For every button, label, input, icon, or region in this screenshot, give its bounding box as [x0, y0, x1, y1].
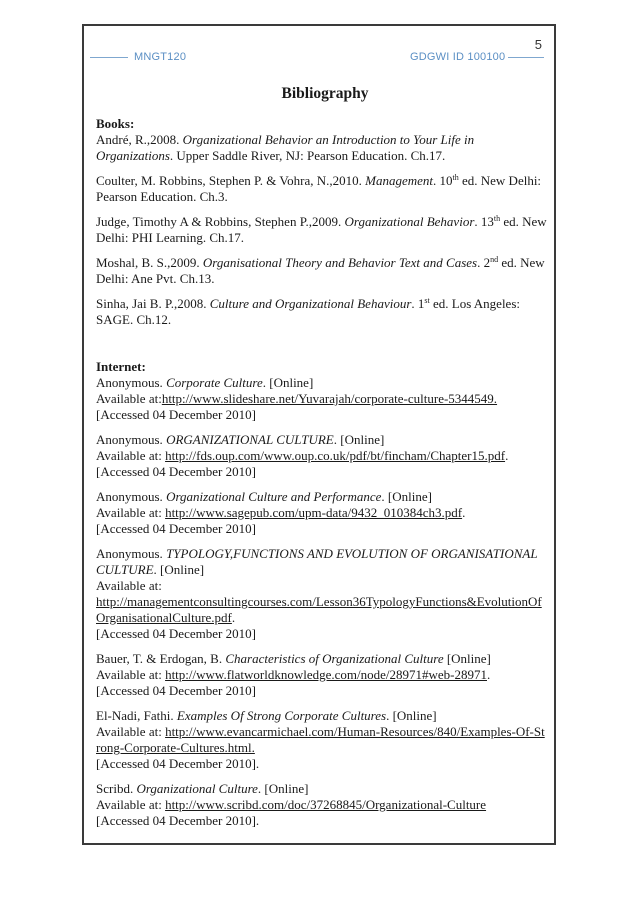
- author: Anonymous.: [96, 375, 167, 390]
- source-link[interactable]: http://www.slideshare.net/Yuvarajah/corporate-culture-5344549.: [161, 391, 498, 406]
- author: Anonymous.: [96, 489, 167, 504]
- edition-suffix: st: [424, 296, 430, 305]
- available-at-label: Available at:: [96, 667, 166, 682]
- web-title: TYPOLOGY,FUNCTIONS AND EVOLUTION OF ORGANISATIONAL CULTURE: [96, 546, 538, 577]
- header-rule-left: [90, 57, 128, 58]
- edition-number: . 1: [411, 296, 425, 311]
- book-title: Management: [365, 173, 433, 188]
- edition-suffix: th: [452, 173, 459, 182]
- web-entry: [96, 489, 548, 537]
- accessed-date: [Accessed 04 December 2010].: [96, 813, 260, 828]
- online-tag: . [Online]: [386, 708, 437, 723]
- available-at-label: Available at:: [96, 505, 166, 520]
- web-title: Characteristics of Organizational Culture: [225, 651, 444, 666]
- accessed-date: [Accessed 04 December 2010].: [96, 756, 260, 771]
- publication-details: ed. Los Angeles: SAGE. Ch.12.: [96, 296, 520, 327]
- author-year: Coulter, M. Robbins, Stephen P. & Vohra, N.,2010.: [96, 173, 366, 188]
- book-title: Organisational Theory and Behavior Text and Cases: [202, 255, 478, 270]
- book-title: Organizational Behavior an Introduction to Your Life in Organizations: [96, 132, 475, 163]
- online-tag: [Online]: [443, 651, 491, 666]
- online-tag: . [Online]: [257, 781, 309, 796]
- author-year: André, R.,2008.: [96, 132, 183, 147]
- web-title: ORGANIZATIONAL CULTURE: [166, 432, 334, 447]
- publication-details: ed. New Delhi: Pearson Education. Ch.3.: [96, 173, 542, 204]
- web-entry: [96, 651, 548, 699]
- link-punctuation: .: [231, 610, 236, 625]
- author: Bauer, T. & Erdogan, B.: [96, 651, 226, 666]
- author-year: Judge, Timothy A & Robbins, Stephen P.,2009.: [96, 214, 345, 229]
- web-entry: [96, 432, 548, 480]
- web-entry: [96, 546, 548, 642]
- available-at-label: Available at:: [96, 448, 166, 463]
- accessed-date: [Accessed 04 December 2010]: [96, 521, 256, 536]
- online-tag: . [Online]: [153, 562, 205, 577]
- bibliography-content: [96, 86, 548, 838]
- author-year: Moshal, B. S.,2009.: [96, 255, 203, 270]
- source-link[interactable]: http://fds.oup.com/www.oup.co.uk/pdf/bt/fincham/Chapter15.pdf: [165, 448, 506, 463]
- author: Anonymous.: [96, 432, 167, 447]
- web-title: Organizational Culture and Performance: [166, 489, 382, 504]
- online-tag: . [Online]: [333, 432, 385, 447]
- book-entry: [96, 296, 548, 328]
- link-punctuation: .: [505, 448, 509, 463]
- edition-suffix: th: [493, 214, 501, 223]
- header-student-id: GDGWI ID 100100: [410, 51, 506, 63]
- web-entry: [96, 781, 548, 829]
- link-punctuation: .: [487, 667, 491, 682]
- source-link[interactable]: http://managementconsultingcourses.com/Lesson36TypologyFunctions&EvolutionOfOrganisationalCulture.pdf: [96, 594, 542, 625]
- edition-number: . 13: [474, 214, 494, 229]
- available-at-label: Available at:: [96, 391, 162, 406]
- source-link[interactable]: http://www.evancarmichael.com/Human-Resources/840/Examples-Of-Strong-Corporate-Cultures.html.: [96, 724, 545, 755]
- web-title: Organizational Culture: [136, 781, 258, 796]
- web-entry: [96, 708, 548, 772]
- accessed-date: [Accessed 04 December 2010]: [96, 626, 256, 641]
- book-entry: [96, 132, 548, 164]
- web-entry: [96, 375, 548, 423]
- accessed-date: [Accessed 04 December 2010]: [96, 464, 256, 479]
- link-punctuation: .: [462, 505, 466, 520]
- header-rule-right: [508, 57, 544, 58]
- book-title: Culture and Organizational Behaviour: [209, 296, 412, 311]
- accessed-date: [Accessed 04 December 2010]: [96, 683, 256, 698]
- source-link[interactable]: http://www.flatworldknowledge.com/node/28971#web-28971: [165, 667, 487, 682]
- available-at-label: Available at:: [96, 578, 162, 593]
- online-tag: . [Online]: [381, 489, 432, 504]
- book-entry: [96, 214, 548, 246]
- book-title: Organizational Behavior: [344, 214, 475, 229]
- page-number: 5: [534, 37, 542, 52]
- internet-heading: Internet:: [96, 359, 146, 374]
- page-title: Bibliography: [281, 85, 369, 102]
- author-year: Sinha, Jai B. P.,2008.: [96, 296, 210, 311]
- publication-details: . Upper Saddle River, NJ: Pearson Education. Ch.17.: [169, 148, 446, 163]
- publication-details: ed. New Delhi: Ane Pvt. Ch.13.: [96, 255, 545, 286]
- accessed-date: [Accessed 04 December 2010]: [96, 407, 256, 422]
- source-link[interactable]: http://www.sagepub.com/upm-data/9432_010384ch3.pdf: [165, 505, 463, 520]
- edition-number: . 10: [433, 173, 453, 188]
- book-entry: [96, 173, 548, 205]
- edition-suffix: nd: [490, 255, 499, 264]
- author: Scribd.: [96, 781, 137, 796]
- online-tag: . [Online]: [262, 375, 314, 390]
- author: El-Nadi, Fathi.: [96, 708, 177, 723]
- book-entry: [96, 255, 548, 287]
- edition-number: . 2: [477, 255, 491, 270]
- books-heading: Books:: [96, 116, 135, 131]
- available-at-label: Available at:: [96, 797, 166, 812]
- available-at-label: Available at:: [96, 724, 166, 739]
- source-link[interactable]: http://www.scribd.com/doc/37268845/Organizational-Culture: [165, 797, 487, 812]
- header-course-code: MNGT120: [134, 51, 187, 63]
- web-title: Corporate Culture: [166, 375, 263, 390]
- publication-details: ed. New Delhi: PHI Learning. Ch.17.: [96, 214, 547, 245]
- web-title: Examples Of Strong Corporate Cultures: [176, 708, 387, 723]
- author: Anonymous.: [96, 546, 167, 561]
